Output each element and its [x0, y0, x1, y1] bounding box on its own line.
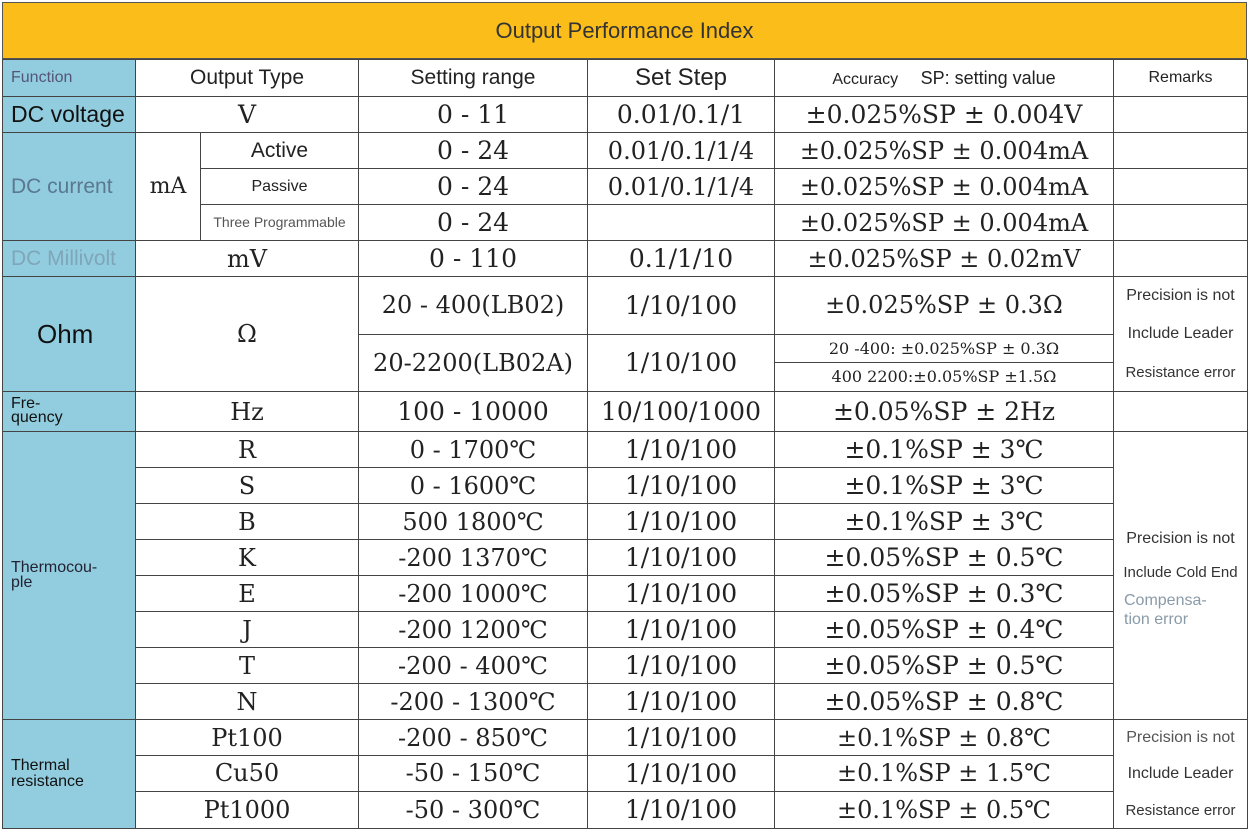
cell-type: S [136, 468, 359, 504]
cell-subtype-active: Active [201, 133, 359, 169]
cell-remark [1114, 97, 1248, 133]
cell-step: 1/10/100 [588, 504, 775, 540]
table-row [3, 648, 1248, 684]
cell-remark [1114, 169, 1248, 205]
cell-range: 0 - 1700℃ [359, 432, 588, 468]
table-row [3, 612, 1248, 648]
cell-type: Cu50 [136, 756, 359, 791]
function-thermal-resistance: Thermal resistance [3, 720, 136, 829]
table-title: Output Performance Index [2, 2, 1247, 59]
cell-accuracy: ±0.025%SP ± 0.3Ω [775, 277, 1114, 335]
cell-step: 1/10/100 [588, 791, 775, 828]
cell-accuracy: ±0.1%SP ± 3℃ [775, 468, 1114, 504]
table-row [3, 133, 1248, 169]
cell-step: 1/10/100 [588, 612, 775, 648]
cell-type: mV [136, 241, 359, 277]
cell-type: B [136, 504, 359, 540]
cell-type: R [136, 432, 359, 468]
cell-range: -50 - 150℃ [359, 756, 588, 791]
cell-range: 0 - 24 [359, 169, 588, 205]
cell-range: 100 - 10000 [359, 392, 588, 432]
cell-accuracy: ±0.025%SP ± 0.004mA [775, 133, 1114, 169]
cell-step: 0.01/0.1/1 [588, 97, 775, 133]
function-thermocouple: Thermocou-ple [3, 432, 136, 720]
cell-accuracy: ±0.1%SP ± 0.8℃ [775, 720, 1114, 756]
cell-step: 0.01/0.1/1/4 [588, 169, 775, 205]
cell-range: 0 - 11 [359, 97, 588, 133]
cell-range: 500 1800℃ [359, 504, 588, 540]
cell-step: 0.01/0.1/1/4 [588, 133, 775, 169]
cell-type: J [136, 612, 359, 648]
cell-accuracy: ±0.05%SP ± 0.3℃ [775, 576, 1114, 612]
cell-range: -50 - 300℃ [359, 791, 588, 828]
cell-accuracy: ±0.1%SP ± 1.5℃ [775, 756, 1114, 791]
cell-type: V [136, 97, 359, 133]
header-accuracy: Accuracy SP: setting value [775, 60, 1114, 97]
cell-range: 20-2200(LB02A) [359, 334, 588, 392]
cell-accuracy: ±0.025%SP ± 0.004mA [775, 169, 1114, 205]
header-set-step: Set Step [588, 60, 775, 97]
cell-remark-thermal-resistance: Precision is not Include Leader Resistance error [1114, 720, 1248, 829]
cell-range: -200 1000℃ [359, 576, 588, 612]
cell-step: 1/10/100 [588, 432, 775, 468]
cell-type: Pt1000 [136, 791, 359, 828]
cell-range: -200 1370℃ [359, 540, 588, 576]
cell-remark [1114, 241, 1248, 277]
cell-range: 0 - 24 [359, 205, 588, 241]
cell-accuracy-split: 20 -400: ±0.025%SP ± 0.3Ω 400 2200:±0.05%SP ±1.5Ω [775, 334, 1114, 392]
header-row [3, 60, 1248, 97]
header-remarks: Remarks [1114, 60, 1248, 97]
cell-step: 1/10/100 [588, 277, 775, 335]
cell-step: 1/10/100 [588, 648, 775, 684]
cell-type: Ω [136, 277, 359, 392]
table-row [3, 791, 1248, 828]
cell-remark-thermocouple: Precision is not Include Cold End Compensa-tion error [1114, 432, 1248, 720]
table-row [3, 241, 1248, 277]
header-function: Function [3, 60, 136, 97]
cell-step: 1/10/100 [588, 756, 775, 791]
sp-note: SP: setting value [920, 67, 1056, 88]
function-dc-current: DC current [3, 133, 136, 241]
cell-type: T [136, 648, 359, 684]
performance-table [2, 59, 1248, 829]
cell-accuracy: ±0.05%SP ± 0.4℃ [775, 612, 1114, 648]
cell-accuracy: ±0.025%SP ± 0.02mV [775, 241, 1114, 277]
cell-remark [1114, 205, 1248, 241]
table-row [3, 97, 1248, 133]
header-output-type: Output Type [136, 60, 359, 97]
cell-step: 0.1/1/10 [588, 241, 775, 277]
table-row [3, 432, 1248, 468]
cell-unit-ma: mA [136, 133, 201, 241]
cell-type: E [136, 576, 359, 612]
cell-accuracy: ±0.1%SP ± 3℃ [775, 432, 1114, 468]
function-dc-millivolt: DC Millivolt [3, 241, 136, 277]
cell-range: -200 1200℃ [359, 612, 588, 648]
cell-step [588, 205, 775, 241]
cell-accuracy: ±0.05%SP ± 0.8℃ [775, 684, 1114, 720]
cell-type: K [136, 540, 359, 576]
function-dc-voltage: DC voltage [3, 97, 136, 133]
cell-step: 1/10/100 [588, 684, 775, 720]
cell-type: N [136, 684, 359, 720]
cell-remark [1114, 392, 1248, 432]
cell-step: 1/10/100 [588, 334, 775, 392]
cell-range: 0 - 1600℃ [359, 468, 588, 504]
table-row [3, 392, 1248, 432]
table-row [3, 684, 1248, 720]
cell-remark-ohm: Precision is not Include Leader Resistance error [1114, 277, 1248, 392]
header-setting-range: Setting range [359, 60, 588, 97]
cell-accuracy: ±0.025%SP ± 0.004mA [775, 205, 1114, 241]
cell-remark [1114, 133, 1248, 169]
table-row [3, 277, 1248, 335]
table-row [3, 540, 1248, 576]
cell-step: 1/10/100 [588, 576, 775, 612]
table-row [3, 504, 1248, 540]
table-row [3, 576, 1248, 612]
cell-accuracy: ±0.1%SP ± 0.5℃ [775, 791, 1114, 828]
cell-range: -200 - 1300℃ [359, 684, 588, 720]
cell-range: -200 - 400℃ [359, 648, 588, 684]
cell-step: 1/10/100 [588, 540, 775, 576]
table-row [3, 468, 1248, 504]
cell-subtype-passive: Passive [201, 169, 359, 205]
cell-type: Pt100 [136, 720, 359, 756]
cell-accuracy: ±0.05%SP ± 2Hz [775, 392, 1114, 432]
cell-step: 1/10/100 [588, 720, 775, 756]
table-row [3, 756, 1248, 791]
cell-range: 0 - 110 [359, 241, 588, 277]
function-ohm: Ohm [3, 277, 136, 392]
cell-accuracy: ±0.1%SP ± 3℃ [775, 504, 1114, 540]
function-frequency: Fre-quency [3, 392, 136, 432]
cell-accuracy: ±0.05%SP ± 0.5℃ [775, 648, 1114, 684]
cell-accuracy: ±0.05%SP ± 0.5℃ [775, 540, 1114, 576]
cell-range: 0 - 24 [359, 133, 588, 169]
cell-type: Hz [136, 392, 359, 432]
cell-subtype-programmable: Three Programmable [201, 205, 359, 241]
cell-accuracy: ±0.025%SP ± 0.004V [775, 97, 1114, 133]
cell-range: -200 - 850℃ [359, 720, 588, 756]
table-row [3, 720, 1248, 756]
cell-step: 10/100/1000 [588, 392, 775, 432]
cell-range: 20 - 400(LB02) [359, 277, 588, 335]
cell-step: 1/10/100 [588, 468, 775, 504]
